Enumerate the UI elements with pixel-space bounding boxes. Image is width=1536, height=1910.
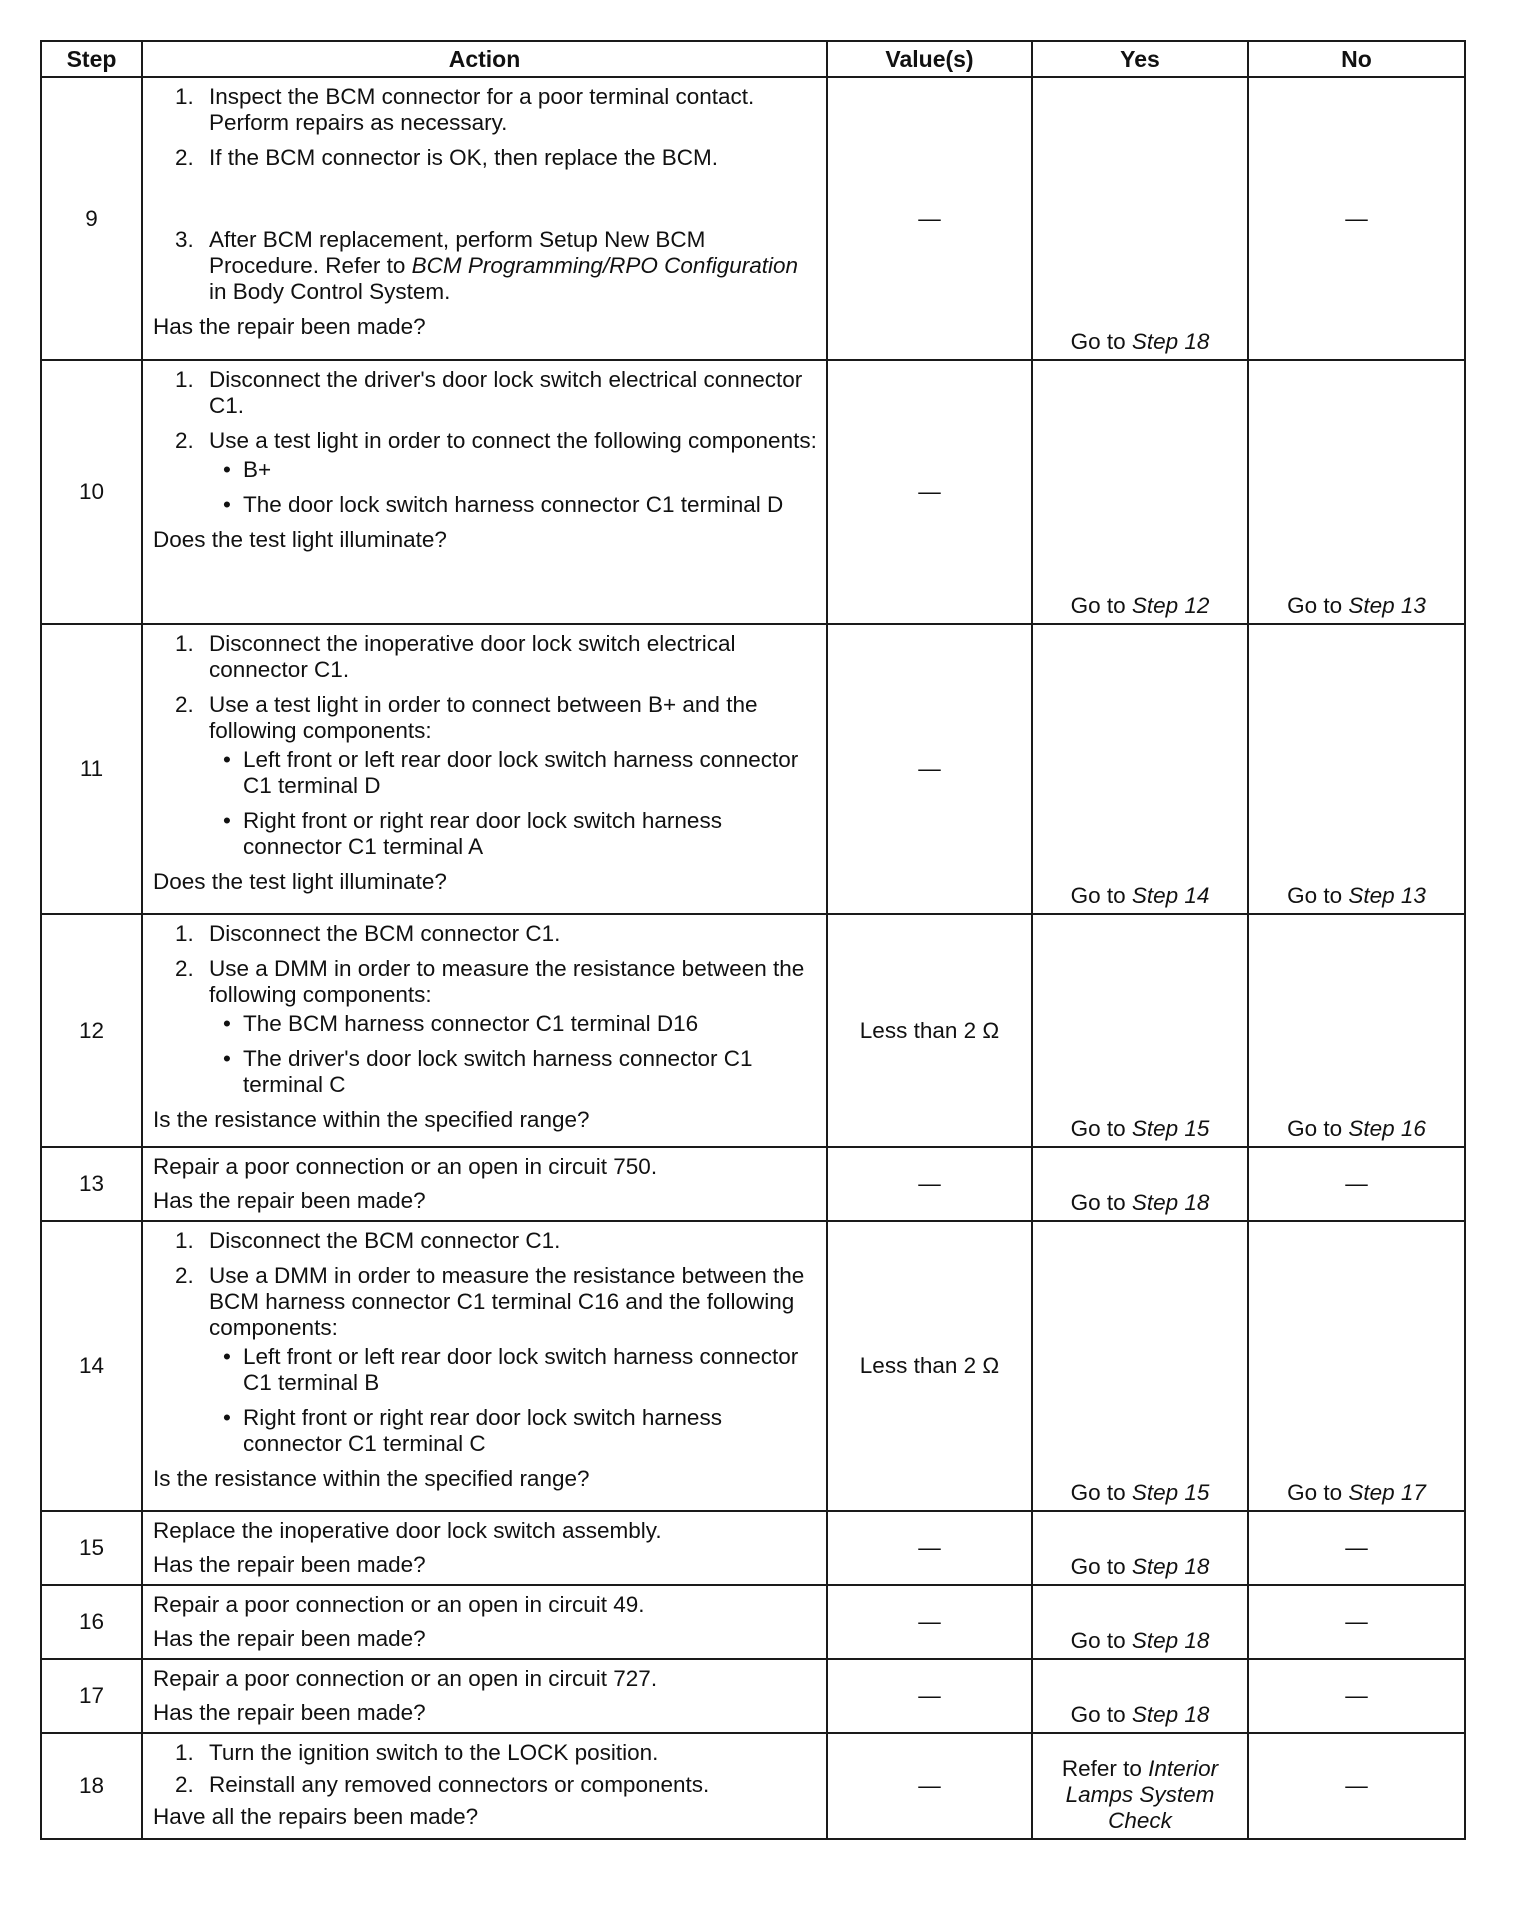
- yes-cell: Go to Step 18: [1032, 1511, 1248, 1585]
- table-row: [41, 1511, 1465, 1585]
- diagnostic-table: [40, 40, 1466, 1840]
- action-cell: [142, 77, 827, 360]
- value-cell: —: [827, 1511, 1032, 1585]
- yes-cell: Go to Step 18: [1032, 1147, 1248, 1221]
- action-question: Is the resistance within the specified range?: [153, 1466, 590, 1491]
- bullet-item: • The BCM harness connector C1 terminal D16: [209, 1011, 818, 1037]
- table-row: [41, 1221, 1465, 1511]
- yes-cell: Go to Step 15: [1032, 1221, 1248, 1511]
- table-row: [41, 77, 1465, 360]
- action-item: 3. After BCM replacement, perform Setup New BCM Procedure. Refer to BCM Programming/RPO Configuration in Body Control System.: [175, 227, 798, 304]
- table-row: [41, 624, 1465, 914]
- step-number: 12: [41, 914, 142, 1147]
- action-question: Has the repair been made?: [153, 1700, 426, 1725]
- yes-cell: Go to Step 18: [1032, 1585, 1248, 1659]
- no-cell: Go to Step 13: [1248, 360, 1465, 624]
- yes-cell: Go to Step 18: [1032, 1659, 1248, 1733]
- action-cell: [142, 1147, 827, 1221]
- no-cell: —: [1248, 77, 1465, 360]
- bullet-item: • Right front or right rear door lock switch harness connector C1 terminal C: [209, 1405, 818, 1457]
- bullet-item: • The door lock switch harness connector C1 terminal D: [209, 492, 818, 518]
- action-question: Has the repair been made?: [153, 1626, 426, 1651]
- header-step: Step: [41, 41, 142, 77]
- step-number: 10: [41, 360, 142, 624]
- value-cell: —: [827, 77, 1032, 360]
- action-cell: [142, 1585, 827, 1659]
- table-row: [41, 360, 1465, 624]
- bullet-item: • B+: [209, 457, 818, 483]
- action-item: 1. Disconnect the BCM connector C1.: [175, 921, 561, 946]
- no-cell: —: [1248, 1511, 1465, 1585]
- header-values: Value(s): [827, 41, 1032, 77]
- action-item: 2. Use a test light in order to connect between B+ and the following components: • Left front or left rear door lock switch harness connector C1 terminal D • Right front or right rear door lock switch harness connector C1 terminal A: [153, 692, 818, 860]
- action-question: Is the resistance within the specified range?: [153, 1107, 590, 1132]
- action-item: 2. If the BCM connector is OK, then replace the BCM.: [175, 145, 718, 170]
- step-number: 16: [41, 1585, 142, 1659]
- action-question: Has the repair been made?: [153, 314, 426, 339]
- no-cell: Go to Step 13: [1248, 624, 1465, 914]
- action-cell: [142, 914, 827, 1147]
- action-question: Has the repair been made?: [153, 1552, 426, 1577]
- table-row: [41, 1733, 1465, 1839]
- bullet-item: • Left front or left rear door lock switch harness connector C1 terminal D: [209, 747, 818, 799]
- no-cell: Go to Step 16: [1248, 914, 1465, 1147]
- bullet-item: • The driver's door lock switch harness connector C1 terminal C: [209, 1046, 818, 1098]
- action-item: 2. Use a DMM in order to measure the resistance between the BCM harness connector C1 terminal C16 and the following components: • Left front or left rear door lock switch harness connector C1 terminal B • Right front or right rear door lock switch harness connector C1 terminal C: [153, 1263, 818, 1457]
- table-header-row: [41, 41, 1465, 77]
- action-line: Replace the inoperative door lock switch assembly.: [153, 1518, 662, 1543]
- action-item: 1. Inspect the BCM connector for a poor terminal contact. Perform repairs as necessary.: [175, 84, 755, 135]
- value-cell: —: [827, 1659, 1032, 1733]
- yes-cell: Refer to Interior Lamps System Check: [1032, 1733, 1248, 1839]
- value-cell: —: [827, 624, 1032, 914]
- action-question: Does the test light illuminate?: [153, 527, 447, 552]
- action-question: Has the repair been made?: [153, 1188, 426, 1213]
- table-row: [41, 1147, 1465, 1221]
- yes-cell: Go to Step 14: [1032, 624, 1248, 914]
- action-line: Repair a poor connection or an open in circuit 727.: [153, 1666, 658, 1691]
- action-item: 2. Reinstall any removed connectors or components.: [175, 1772, 710, 1797]
- step-number: 14: [41, 1221, 142, 1511]
- no-cell: —: [1248, 1733, 1465, 1839]
- header-no: No: [1248, 41, 1465, 77]
- table-row: [41, 914, 1465, 1147]
- step-number: 9: [41, 77, 142, 360]
- no-cell: Go to Step 17: [1248, 1221, 1465, 1511]
- value-cell: —: [827, 1147, 1032, 1221]
- action-cell: [142, 624, 827, 914]
- step-number: 17: [41, 1659, 142, 1733]
- action-item: 2. Use a DMM in order to measure the resistance between the following components: • The BCM harness connector C1 terminal D16 • The driver's door lock switch harness connector C1 terminal C: [153, 956, 818, 1098]
- step-number: 15: [41, 1511, 142, 1585]
- value-cell: Less than 2 Ω: [827, 914, 1032, 1147]
- table-row: [41, 1659, 1465, 1733]
- header-yes: Yes: [1032, 41, 1248, 77]
- value-cell: —: [827, 1733, 1032, 1839]
- action-item: 2. Use a test light in order to connect the following components: • B+ • The door lock switch harness connector C1 terminal D: [153, 428, 818, 518]
- action-item: 1. Turn the ignition switch to the LOCK position.: [175, 1740, 659, 1765]
- no-cell: —: [1248, 1585, 1465, 1659]
- header-action: Action: [142, 41, 827, 77]
- action-item: 1. Disconnect the BCM connector C1.: [175, 1228, 561, 1253]
- action-cell: [142, 360, 827, 624]
- yes-cell: Go to Step 12: [1032, 360, 1248, 624]
- no-cell: —: [1248, 1659, 1465, 1733]
- yes-cell: Go to Step 15: [1032, 914, 1248, 1147]
- no-cell: —: [1248, 1147, 1465, 1221]
- bullet-item: • Left front or left rear door lock switch harness connector C1 terminal B: [209, 1344, 818, 1396]
- action-cell: [142, 1659, 827, 1733]
- action-item: 1. Disconnect the driver's door lock switch electrical connector C1.: [175, 367, 803, 418]
- action-cell: [142, 1733, 827, 1839]
- action-question: Have all the repairs been made?: [153, 1804, 479, 1829]
- action-cell: [142, 1221, 827, 1511]
- action-line: Repair a poor connection or an open in circuit 750.: [153, 1154, 658, 1179]
- value-cell: Less than 2 Ω: [827, 1221, 1032, 1511]
- step-number: 18: [41, 1733, 142, 1839]
- action-question: Does the test light illuminate?: [153, 869, 447, 894]
- action-cell: [142, 1511, 827, 1585]
- action-item: 1. Disconnect the inoperative door lock switch electrical connector C1.: [175, 631, 736, 682]
- bullet-item: • Right front or right rear door lock switch harness connector C1 terminal A: [209, 808, 818, 860]
- step-number: 13: [41, 1147, 142, 1221]
- value-cell: —: [827, 1585, 1032, 1659]
- table-row: [41, 1585, 1465, 1659]
- diagnostic-table-sheet: [40, 40, 1464, 1840]
- step-number: 11: [41, 624, 142, 914]
- action-line: Repair a poor connection or an open in circuit 49.: [153, 1592, 645, 1617]
- value-cell: —: [827, 360, 1032, 624]
- yes-cell: Go to Step 18: [1032, 77, 1248, 360]
